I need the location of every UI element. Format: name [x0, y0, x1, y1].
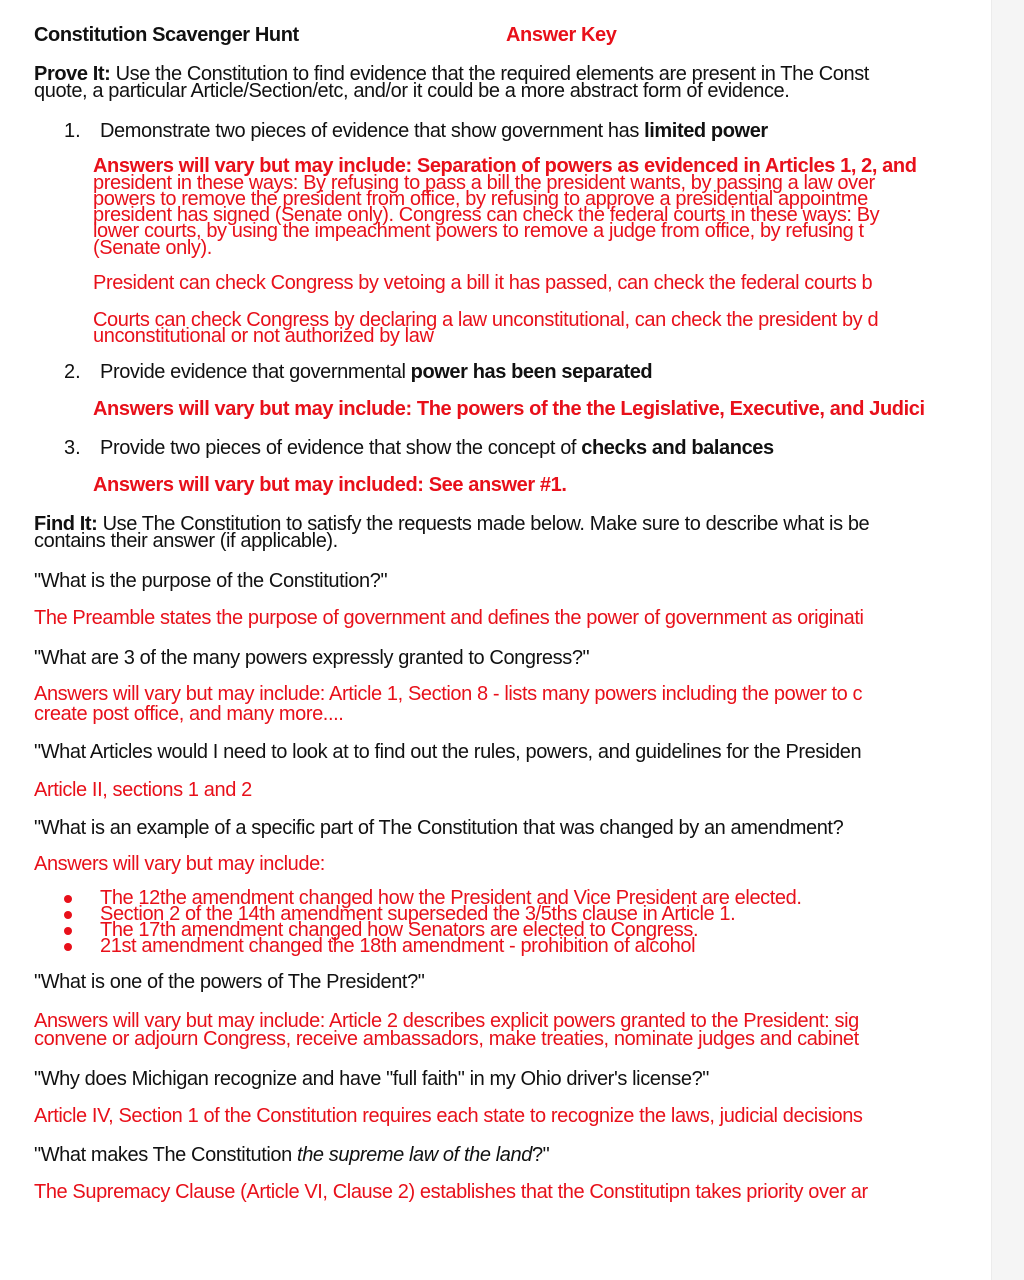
q1-prompt-text: Demonstrate two pieces of evidence that show government has — [100, 120, 645, 142]
question-president-articles: "What Articles would I need to look at to find out the rules, powers, and guidelines for the Presiden — [34, 741, 862, 763]
q1-answer-line: lower courts, by using the impeachment powers to remove a judge from office, by refusing t — [93, 220, 864, 242]
answer-purpose: The Preamble states the purpose of government and defines the power of government as originati — [34, 607, 864, 629]
question-full-faith: "Why does Michigan recognize and have "full faith" in my Ohio driver's license?" — [34, 1068, 709, 1090]
amendment-list-item: Section 2 of the 14th amendment superseded the 3/5ths clause in Article 1. — [100, 903, 736, 925]
q3-number: 3. — [64, 437, 81, 459]
question-supreme-law — [34, 1144, 549, 1167]
q2-answer: Answers will vary but may include: The powers of the the Legislative, Executive, and Judici — [93, 398, 925, 420]
prove-it-text: Use the Constitution to find evidence that the required elements are present in The Const — [110, 63, 869, 85]
q3-answer: Answers will vary but may included: See answer #1. — [93, 474, 567, 496]
q1-answer-line: Answers will vary but may include: Separation of powers as evidenced in Articles 1, 2, and — [93, 155, 917, 177]
q1-president-check: President can check Congress by vetoing a bill it has passed, can check the federal courts b — [93, 272, 873, 294]
answer-amendment-intro: Answers will vary but may include: — [34, 853, 325, 875]
answer-congress-powers: Answers will vary but may include: Article 1, Section 8 - lists many powers including the power to c — [34, 683, 863, 705]
q2-prompt-text: Provide evidence that governmental — [100, 361, 411, 383]
find-it-text-line-2: contains their answer (if applicable). — [34, 530, 338, 552]
q1-answer-line: president in these ways: By refusing to pass a bill the president wants, by passing a law over — [93, 172, 875, 194]
answer-president-articles: Article II, sections 1 and 2 — [34, 779, 252, 801]
answer-full-faith: Article IV, Section 1 of the Constitution requires each state to recognize the laws, judicial decisions — [34, 1105, 863, 1127]
amendment-list-item: 21st amendment changed the 18th amendment - prohibition of alcohol — [100, 935, 696, 957]
q3-prompt-text: Provide two pieces of evidence that show the concept of — [100, 437, 582, 459]
bullet-icon — [64, 895, 72, 903]
question-congress-powers: "What are 3 of the many powers expressly granted to Congress?" — [34, 647, 590, 669]
bullet-icon — [64, 927, 72, 935]
question-amendment: "What is an example of a specific part of The Constitution that was changed by an amendment? — [34, 817, 844, 839]
vertical-scrollbar[interactable] — [991, 0, 1024, 1280]
document-title: Constitution Scavenger Hunt — [34, 24, 299, 46]
bullet-icon — [64, 911, 72, 919]
q1-answer-line: powers to remove the president from office, by refusing to approve a presidential appointme — [93, 188, 868, 210]
question-supreme-law-pre: "What makes The Constitution — [34, 1144, 298, 1166]
bullet-icon — [64, 943, 72, 951]
q2-prompt — [100, 361, 652, 384]
answer-president-power: Answers will vary but may include: Article 2 describes explicit powers granted to the President: sig — [34, 1010, 859, 1032]
answer-key-label: Answer Key — [506, 24, 617, 46]
question-purpose: "What is the purpose of the Constitution?" — [34, 570, 388, 592]
q1-number: 1. — [64, 120, 81, 142]
prove-it-label: Prove It: — [34, 63, 111, 85]
question-supreme-law-post: ?" — [531, 1144, 550, 1166]
amendment-list-item: The 12the amendment changed how the President and Vice President are elected. — [100, 887, 802, 909]
answer-supreme-law: The Supremacy Clause (Article VI, Clause 2) establishes that the Constitutipn takes priority over ar — [34, 1181, 868, 1203]
q1-answer-line: president has signed (Senate only). Congress can check the federal courts in these ways: By — [93, 204, 880, 226]
q3-emphasis: checks and balances — [581, 437, 774, 459]
amendment-list-item: The 17th amendment changed how Senators are elected to Congress. — [100, 919, 699, 941]
question-president-power: "What is one of the powers of The President?" — [34, 971, 425, 993]
q1-courts-check: Courts can check Congress by declaring a law unconstitutional, can check the president by d — [93, 309, 879, 331]
answer-congress-powers-line-2: create post office, and many more.... — [34, 703, 344, 725]
q2-emphasis: power has been separated — [410, 361, 653, 383]
q1-answer-line: (Senate only). — [93, 237, 212, 259]
q2-number: 2. — [64, 361, 81, 383]
q1-prompt — [100, 120, 768, 143]
find-it-text: Use The Constitution to satisfy the requests made below. Make sure to describe what is be — [97, 513, 870, 535]
prove-it-text-line-2: quote, a particular Article/Section/etc, and/or it could be a more abstract form of evidence. — [34, 80, 790, 102]
find-it-label: Find It: — [34, 513, 98, 535]
q1-courts-check-line-2: unconstitutional or not authorized by law — [93, 325, 434, 347]
q1-emphasis: limited power — [644, 120, 768, 142]
q3-prompt — [100, 437, 774, 460]
answer-president-power-line-2: convene or adjourn Congress, receive ambassadors, make treaties, nominate judges and cabinet — [34, 1028, 859, 1050]
question-supreme-law-emphasis: the supreme law of the land — [297, 1144, 532, 1166]
